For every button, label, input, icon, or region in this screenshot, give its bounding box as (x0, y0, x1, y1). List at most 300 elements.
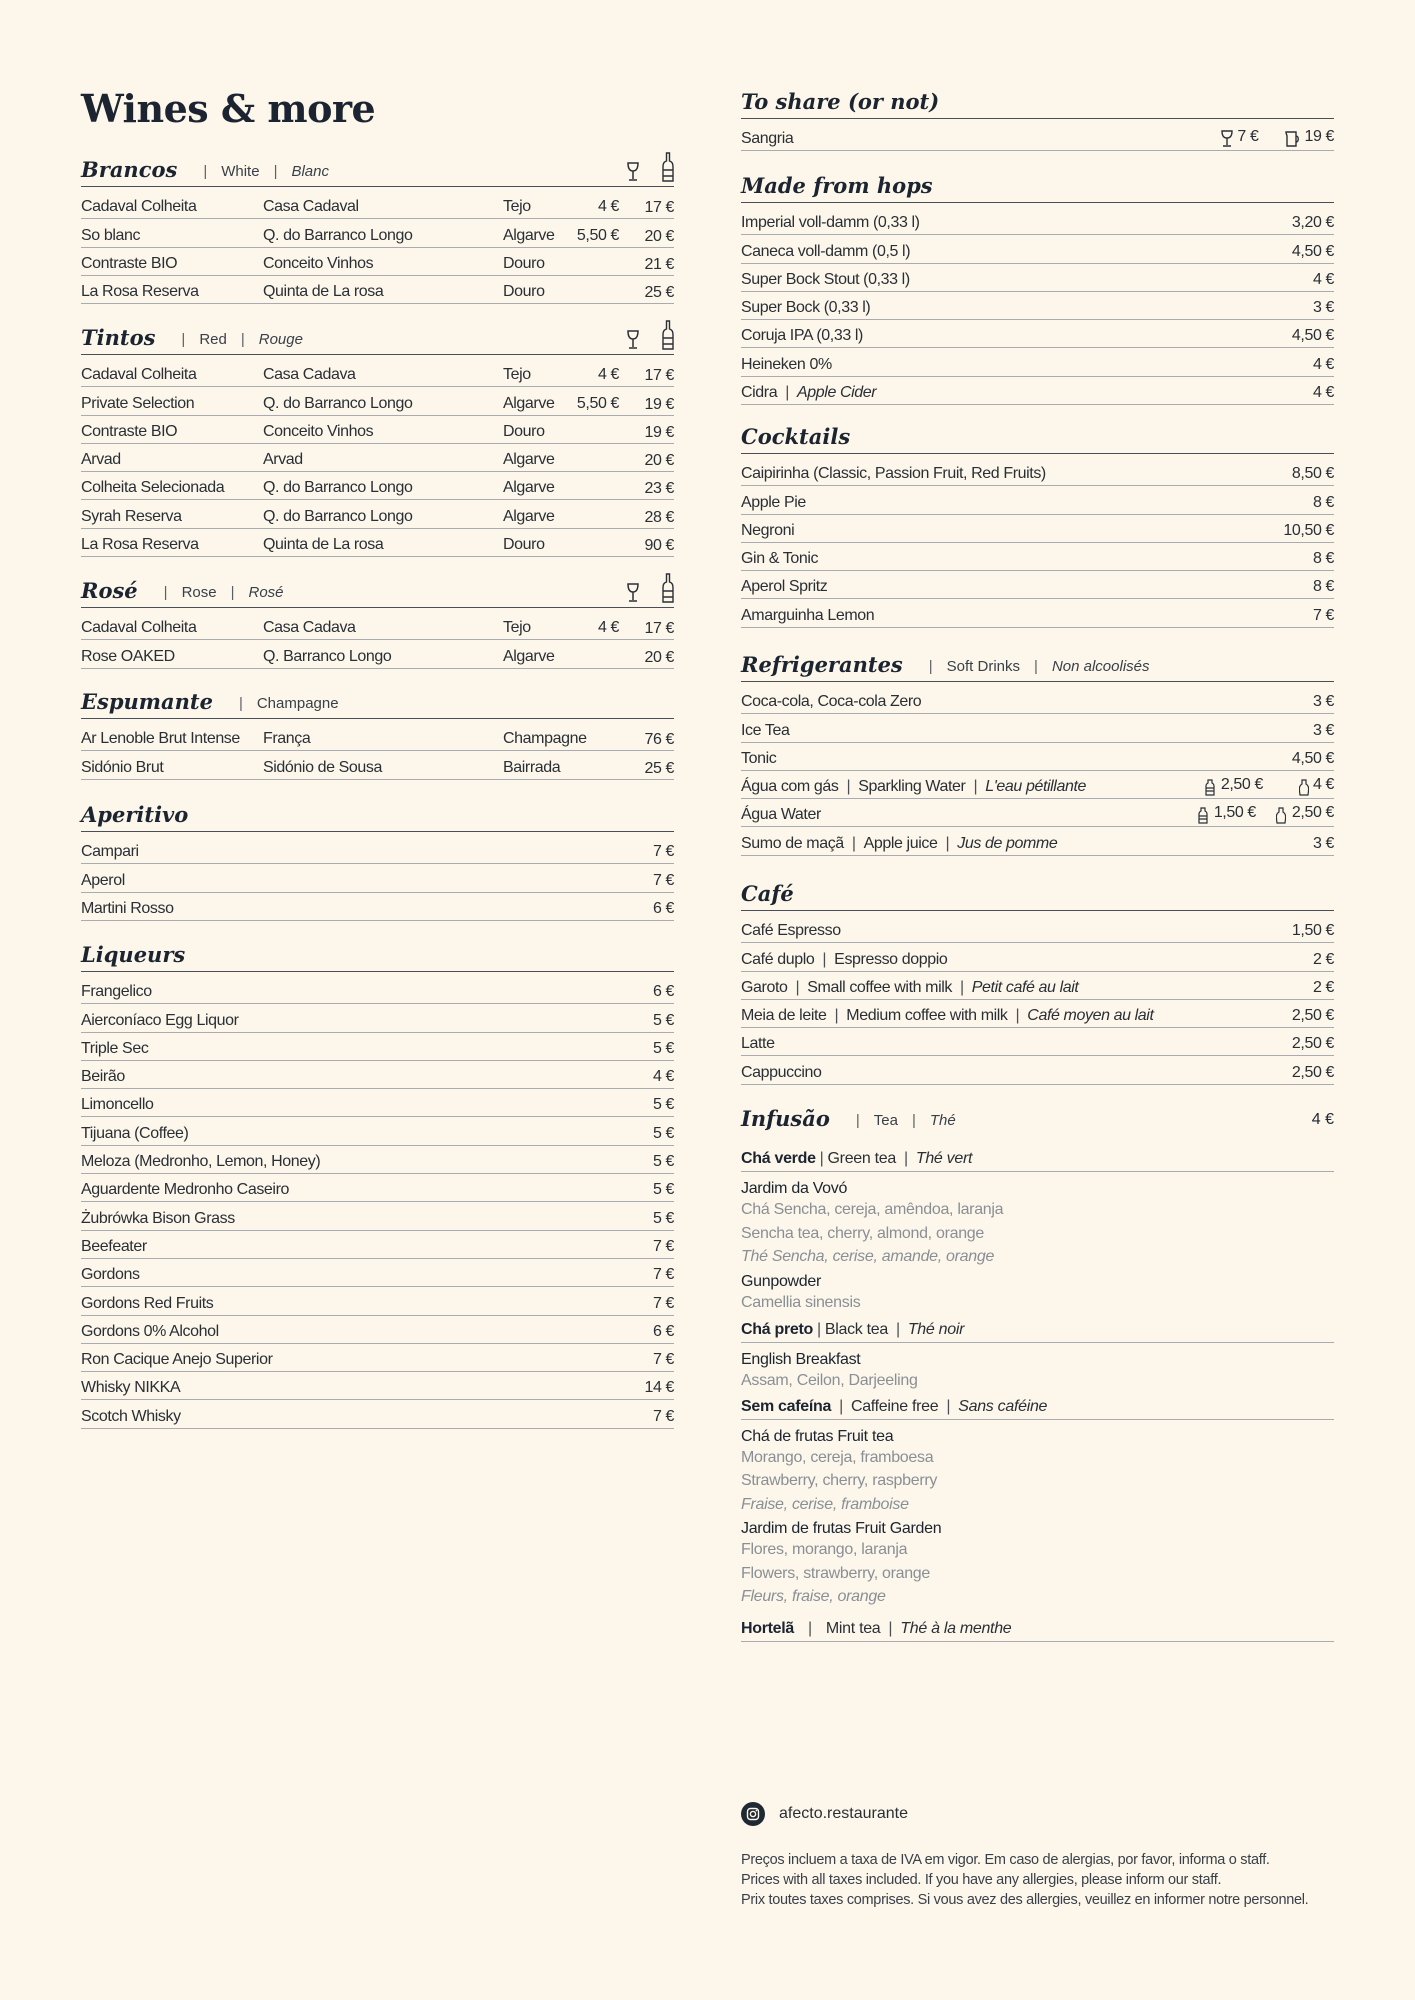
item-price: 3 € (1312, 299, 1334, 317)
tea-category-en: Green tea (827, 1150, 896, 1167)
list-item (741, 348, 1334, 376)
tea-name: Jardim da Vovó (741, 1180, 848, 1197)
page-title: Wines & more (81, 86, 376, 131)
section-title: Cocktails (741, 424, 851, 449)
section-sub-en: Tea (873, 1112, 898, 1129)
table-row (81, 472, 674, 500)
legal-pt: Preços incluem a taxa de IVA em vigor. Em caso de alergias, por favor, informa o staff. (741, 1852, 1270, 1868)
section-title: Refrigerantes (741, 652, 903, 677)
item-name: Ron Cacique Anejo Superior (81, 1351, 273, 1369)
item-name: Frangelico (81, 983, 152, 1001)
list-item (741, 571, 1334, 599)
item-price: 8,50 € (1291, 465, 1334, 483)
list-item (741, 320, 1334, 348)
wine-glass-icon (626, 330, 640, 350)
bottle-price: 21 € (644, 255, 674, 273)
item-price: 19 € (1304, 128, 1334, 146)
item-name: Aierconíaco Egg Liquor (81, 1011, 239, 1029)
wine-producer: Q. do Barranco Longo (263, 394, 413, 412)
item-name-group (741, 951, 1313, 971)
large-bottle-price (1276, 804, 1334, 826)
section-hops (741, 170, 1334, 405)
list-item (81, 1117, 674, 1145)
list-item (81, 1231, 674, 1259)
tea-category: Sem cafeína | Caffeine free | Sans caféine (741, 1393, 1334, 1420)
item-price: 7 € (652, 1294, 674, 1312)
tea-name: Chá de frutas (741, 1427, 834, 1445)
list-item (741, 1028, 1334, 1056)
item-price: 5 € (652, 1039, 674, 1057)
price-list (741, 207, 1334, 377)
item-name-en: Medium coffee with milk (846, 1007, 1008, 1025)
bottle-price: 25 € (644, 759, 674, 777)
item-name: Caipirinha (Classic, Passion Fruit, Red Fruits) (741, 465, 1046, 483)
glass-price (571, 526, 619, 528)
item-name: Café Espresso (741, 922, 841, 940)
section-cocktails (741, 421, 1334, 628)
wine-producer: Quinta de La rosa (263, 283, 384, 301)
glass-price (571, 469, 619, 471)
section-tintos: Tintos | Red | Rouge Cadaval Colheita Casa Cadava Tejo 4 € 17 € Private Selection Q. do Barranco Longo Algarve 5,50 € 19 € Contraste BIO Conceito Vinhos Douro 19 € Arvad Arvad Algarve 20 € Colheita Selecionada Q. do Barranco Longo Algarve 23 € Syrah Reserva Q. do Barranco Longo Algarve 28 € La Rosa Reserva Quinta de La rosa Douro 90 € (81, 322, 674, 557)
wine-list (81, 723, 674, 780)
item-name: Água (741, 806, 777, 824)
water-bottle-icon (1198, 807, 1208, 824)
wine-name: La Rosa Reserva (81, 536, 199, 554)
wine-region: Douro (503, 536, 545, 554)
list-item (741, 943, 1334, 971)
wine-glass-icon (626, 583, 640, 603)
item-price: 7 € (652, 871, 674, 889)
tea-category-en: Mint tea (825, 1619, 881, 1637)
list-item: Água com gás | Sparkling Water | L'eau pétillante 2,50 € 4 € (741, 771, 1334, 799)
wine-region: Tejo (503, 619, 531, 637)
bottle-price: 25 € (644, 284, 674, 302)
section-title: Tintos (81, 325, 156, 350)
separator: | (795, 978, 800, 996)
tea-desc: Flowers, strawberry, orange (741, 1564, 931, 1582)
item-price: 7 € (652, 1237, 674, 1255)
item-name: Água com gás (741, 778, 839, 796)
bottle-price: 23 € (644, 480, 674, 498)
tea-category-pt: Chá preto (741, 1321, 813, 1338)
section-liqueurs (81, 939, 674, 1429)
section-title: To share (or not) (741, 89, 940, 114)
bottle-price: 90 € (644, 537, 674, 555)
item-price: 2,50 € (1291, 1035, 1334, 1053)
tea-category-pt: Sem cafeína (741, 1397, 832, 1415)
wine-region: Tejo (503, 366, 531, 384)
wine-producer: Q. Barranco Longo (263, 647, 392, 665)
table-row (81, 359, 674, 387)
section-share (741, 86, 1334, 151)
wine-name: Ar Lenoble Brut Intense (81, 730, 240, 748)
section-infusao: Infusão | Tea | Thé 4 € Chá verde | Green tea | Thé vert Jardim da Vovó Chá Sencha, cereja, amêndoa, laranja Sencha tea, cherry, almond, orange Thé Sencha, cerise, amande, orange Gunpowder Camellia sinensis Chá preto | Black tea | Thé noir English Breakfast Assam, Ceilon, Darjeeling Sem cafeína | Caffeine free | Sans caféine Chá de frutas Fruit tea Morango, cereja, framboesa Strawberry, cherry, raspberry Fraise, cerise, framboise Jardim de frutas Fruit Garden Flores, morango, laranja Flowers, strawberry, orange Fleurs, fraise, orange Hortelã | Mint tea | Thé à la menthe (741, 1103, 1334, 1642)
tea-category: Chá verde | Green tea | Thé vert (741, 1145, 1334, 1172)
list-item (741, 292, 1334, 320)
section-sub-fr: Thé (929, 1112, 956, 1129)
item-name: Triple Sec (81, 1039, 149, 1057)
list-item (741, 599, 1334, 627)
wine-name: Syrah Reserva (81, 507, 182, 525)
list-item (81, 1061, 674, 1089)
bottle-price: 17 € (644, 367, 674, 385)
item-name: Gordons Red Fruits (81, 1294, 214, 1312)
item-name: Meloza (Medronho, Lemon, Honey) (81, 1153, 321, 1171)
wine-name: Cadaval Colheita (81, 366, 197, 384)
bottle-price: 76 € (644, 731, 674, 749)
tea-category-pt: Chá verde (741, 1150, 816, 1167)
item-price: 3,20 € (1291, 214, 1334, 232)
list-item (81, 1259, 674, 1287)
section-sub-en: Rose (181, 584, 217, 601)
list-item (81, 1174, 674, 1202)
item-name: Imperial voll-damm (0,33 l) (741, 214, 920, 232)
item-price: 6 € (652, 899, 674, 917)
legal-notice (741, 1850, 1361, 1910)
glass-price (571, 666, 619, 668)
item-price: 4 € (1311, 1111, 1334, 1128)
item-name-group (741, 1007, 1292, 1027)
item-name: Amarguinha Lemon (741, 606, 875, 624)
tea-desc: Flores, morango, laranja (741, 1541, 908, 1558)
separator: | (834, 1007, 839, 1025)
bottle-price: 19 € (644, 423, 674, 441)
list-item (81, 1033, 674, 1061)
item-name-group (741, 922, 1292, 942)
item-name: Limoncello (81, 1096, 154, 1114)
wine-region: Algarve (503, 507, 555, 525)
tea-category-fr: Thé noir (907, 1321, 965, 1338)
item-price: 5 € (652, 1011, 674, 1029)
list-item (81, 1004, 674, 1032)
section-cafe (741, 878, 1334, 1085)
item-name: Super Bock Stout (0,33 l) (741, 270, 910, 288)
glass-price: 5,50 € (576, 394, 619, 412)
jug-icon (1284, 130, 1300, 148)
tea-category-fr: Thé vert (915, 1150, 973, 1167)
section-brancos: Brancos | White | Blanc Cadaval Colheita Casa Cadaval Tejo 4 € 17 € So blanc Q. do Barranco Longo Algarve 5,50 € 20 € Contraste BIO Conceito Vinhos Douro 21 € La Rosa Reserva Quinta de La rosa Douro 25 € (81, 154, 674, 304)
sangria-glass-price (1221, 128, 1258, 150)
section-rose: Rosé | Rose | Rosé Cadaval Colheita Casa Cadava Tejo 4 € 17 € Rose OAKED Q. Barranco Longo Algarve 20 € (81, 575, 674, 669)
instagram-icon (741, 1802, 765, 1826)
list-item (81, 893, 674, 921)
list-item (741, 543, 1334, 571)
item-price: 4,50 € (1291, 327, 1334, 345)
list-item (81, 1202, 674, 1230)
item-name: Coca-cola, Coca-cola Zero (741, 693, 922, 711)
item-price: 5 € (652, 1096, 674, 1114)
wine-producer: Arvad (263, 451, 303, 469)
list-item (81, 976, 674, 1004)
list-item (741, 743, 1334, 771)
list-item (741, 1000, 1334, 1028)
section-title: Café (741, 881, 794, 906)
table-row (81, 387, 674, 415)
item-name-en: Small coffee with milk (807, 978, 953, 996)
item-price: 3 € (1312, 721, 1334, 739)
list-item (81, 1344, 674, 1372)
carafe-icon (1299, 779, 1309, 796)
tea-category-fr: Sans caféine (958, 1397, 1048, 1415)
list-item (81, 1316, 674, 1344)
item-name: Café duplo (741, 950, 815, 968)
tea-name: English Breakfast (741, 1351, 861, 1368)
separator: | (960, 978, 964, 996)
glass-price (571, 273, 619, 275)
wine-glass-icon (1221, 130, 1233, 148)
item-name: Żubrówka Bison Grass (81, 1209, 235, 1227)
wine-glass-icon (626, 162, 640, 182)
section-espumante: Espumante | Champagne Ar Lenoble Brut Intense França Champagne 76 € Sidónio Brut Sidónio de Sousa Bairrada 25 € (81, 686, 674, 780)
item-name-en: Water (780, 806, 821, 824)
section-title: Aperitivo (81, 802, 189, 827)
water-bottle-icon (1205, 779, 1215, 796)
legal-fr: Prix toutes taxes comprises. Si vous avez des allergies, veuillez en informer notre personnel. (741, 1892, 1309, 1908)
wine-name: Cadaval Colheita (81, 198, 197, 216)
wine-list (81, 612, 674, 669)
item-price: 2,50 € (1291, 1007, 1334, 1025)
bottle-price: 20 € (644, 227, 674, 245)
wine-region: Bairrada (503, 758, 561, 776)
wine-producer: Conceito Vinhos (263, 254, 374, 272)
item-name: Sangria (741, 130, 794, 148)
instagram-link[interactable] (741, 1802, 1361, 1826)
wine-producer: Q. do Barranco Longo (263, 507, 413, 525)
wine-producer: Q. do Barranco Longo (263, 226, 413, 244)
item-name-group (741, 1064, 1292, 1084)
table-row (81, 529, 674, 557)
table-row (81, 191, 674, 219)
tea-name: Jardim de frutas (741, 1520, 851, 1537)
wine-region: Algarve (503, 226, 555, 244)
item-name: Coruja IPA (0,33 l) (741, 327, 863, 345)
item-price: 4,50 € (1291, 242, 1334, 260)
tea-desc: Sencha tea, cherry, almond, orange (741, 1224, 984, 1242)
item-name-fr: Café moyen au lait (1027, 1007, 1154, 1025)
item-name: Meia de leite (741, 1007, 827, 1025)
list-item (741, 486, 1334, 514)
tea-desc: Assam, Ceilon, Darjeeling (741, 1372, 918, 1389)
tea-category-en: Black tea (824, 1321, 888, 1338)
glass-price (571, 497, 619, 499)
list-item: Sumo de maçã | Apple juice | Jus de pomme 3 € (741, 827, 1334, 855)
item-name: Aguardente Medronho Caseiro (81, 1181, 290, 1199)
item-name-fr: Jus de pomme (957, 834, 1058, 852)
list-item (81, 1146, 674, 1174)
item-price: 6 € (652, 983, 674, 1001)
item-price: 2,50 € (1291, 1063, 1334, 1081)
list-item (81, 1287, 674, 1315)
item-price: 8 € (1312, 550, 1334, 568)
item-name-en: Apple juice (863, 834, 938, 852)
item-name: Cappuccino (741, 1063, 822, 1081)
wine-bottle-icon (662, 573, 674, 603)
item-name: Ice Tea (741, 721, 790, 739)
wine-name: So blanc (81, 226, 141, 244)
section-title: Liqueurs (81, 942, 186, 967)
tea-name-en: Fruit Garden (855, 1520, 942, 1537)
list-item (741, 799, 1334, 827)
item-price: 5 € (652, 1153, 674, 1171)
tea-category: Chá preto | Black tea | Thé noir (741, 1316, 1334, 1343)
item-name: Beirão (81, 1068, 125, 1086)
item-price: 5 € (652, 1181, 674, 1199)
item-price: 7 € (652, 1407, 674, 1425)
list-item (81, 1372, 674, 1400)
small-bottle-price (1198, 804, 1256, 826)
price-list (741, 686, 1334, 771)
wine-region: Algarve (503, 451, 555, 469)
item-price: 7 € (652, 1351, 674, 1369)
table-row (81, 500, 674, 528)
tea-desc: Fleurs, fraise, orange (741, 1588, 886, 1605)
item-price: 14 € (644, 1379, 674, 1397)
bottle-price: 19 € (644, 395, 674, 413)
section-sub-en: Soft Drinks (946, 658, 1021, 675)
wine-producer: Casa Cadava (263, 366, 356, 384)
glass-price: 4 € (597, 619, 619, 637)
wine-producer: Casa Cadava (263, 619, 356, 637)
item-name: Garoto (741, 978, 788, 996)
glass-price (571, 554, 619, 556)
list-item (741, 915, 1334, 943)
glass-price: 5,50 € (576, 226, 619, 244)
wine-producer: Q. do Barranco Longo (263, 479, 413, 497)
wine-bottle-icon (662, 152, 674, 182)
table-row (81, 640, 674, 668)
wine-name: Contraste BIO (81, 254, 178, 272)
item-price: 8 € (1312, 578, 1334, 596)
separator: | (1015, 1007, 1020, 1025)
section-soft-drinks: Refrigerantes | Soft Drinks | Non alcoolisés Coca-cola, Coca-cola Zero 3 € Ice Tea 3 € Tonic 4,50 € Água com gás | Sparkling Water | L'eau pétillante 2,50 € 4 € Água Water 1,50 € 2,50 € Sumo de maçã | Apple juice | Jus de pomme 3 € (741, 649, 1334, 856)
price-list (741, 915, 1334, 1085)
legal-en: Prices with all taxes included. If you have any allergies, please inform our staff. (741, 1872, 1222, 1888)
table-row (81, 248, 674, 276)
tea-desc: Camellia sinensis (741, 1293, 861, 1311)
item-name: Aperol Spritz (741, 578, 828, 596)
wine-producer: Casa Cadaval (263, 198, 359, 216)
list-item (741, 264, 1334, 292)
list-item (741, 123, 1334, 151)
item-price: 6 € (652, 1322, 674, 1340)
item-name: Negroni (741, 521, 795, 539)
small-bottle-price (1205, 776, 1263, 798)
bottle-price: 17 € (644, 199, 674, 217)
item-name: Gordons (81, 1266, 140, 1284)
list-item (81, 1400, 674, 1428)
item-price: 4 € (1312, 776, 1334, 794)
item-name: Scotch Whisky (81, 1407, 181, 1425)
wine-name: Private Selection (81, 394, 195, 412)
item-price: 2,50 € (1220, 776, 1263, 794)
wine-region: Algarve (503, 394, 555, 412)
item-name: Latte (741, 1035, 775, 1053)
wine-region: Algarve (503, 479, 555, 497)
table-row (81, 723, 674, 751)
item-price: 4 € (652, 1068, 674, 1086)
section-sub-fr: Blanc (291, 163, 329, 180)
item-price: 4 € (1312, 270, 1334, 288)
bottle-price: 20 € (644, 648, 674, 666)
wine-region: Tejo (503, 198, 531, 216)
tea-desc: Thé Sencha, cerise, amande, orange (741, 1248, 995, 1265)
item-price: 4,50 € (1291, 749, 1334, 767)
section-sub-en: Red (199, 331, 227, 348)
item-price: 10,50 € (1283, 521, 1334, 539)
wine-name: Rose OAKED (81, 647, 175, 665)
list-item (81, 836, 674, 864)
item-name: Gordons 0% Alcohol (81, 1322, 219, 1340)
wine-region: Champagne (503, 730, 587, 748)
tea-category: Hortelã | Mint tea | Thé à la menthe (741, 1615, 1334, 1642)
wine-producer: França (263, 730, 311, 748)
wine-name: Cadaval Colheita (81, 619, 197, 637)
item-name: Tonic (741, 749, 777, 767)
table-row (81, 416, 674, 444)
item-name: Heineken 0% (741, 355, 832, 373)
section-title: Brancos (81, 157, 178, 182)
item-name: Cidra (741, 384, 778, 402)
item-name: Gin & Tonic (741, 550, 819, 568)
item-name: Aperol (81, 871, 125, 889)
item-name: Martini Rosso (81, 899, 174, 917)
table-row (81, 219, 674, 247)
item-name-fr: Petit café au lait (971, 978, 1079, 996)
section-title: Infusão (741, 1106, 830, 1131)
item-price: 4 € (1312, 355, 1334, 373)
item-price: 7 € (1237, 128, 1259, 146)
list-item (81, 864, 674, 892)
item-price: 2 € (1312, 950, 1334, 968)
price-list (81, 836, 674, 921)
item-name-en: Sparkling Water (858, 778, 966, 796)
list-item (741, 207, 1334, 235)
item-name-group (741, 979, 1313, 999)
tea-desc: Chá Sencha, cereja, amêndoa, laranja (741, 1201, 1004, 1218)
item-alt: Apple Cider (797, 384, 877, 402)
item-price: 1,50 € (1213, 804, 1256, 822)
item-name: Super Bock (0,33 l) (741, 299, 871, 317)
glass-price: 4 € (597, 366, 619, 384)
wine-region: Douro (503, 422, 545, 440)
list-item (741, 515, 1334, 543)
item-price: 5 € (652, 1124, 674, 1142)
tea-desc: Fraise, cerise, framboise (741, 1495, 909, 1513)
item-name: Sumo de maçã (741, 834, 844, 852)
item-price: 2 € (1312, 978, 1334, 996)
wine-name: Arvad (81, 451, 121, 469)
table-row (81, 444, 674, 472)
tea-name: Gunpowder (741, 1272, 822, 1290)
table-row (81, 612, 674, 640)
item-price: 8 € (1312, 493, 1334, 511)
glass-price (571, 441, 619, 443)
sangria-jug-price (1284, 128, 1334, 150)
list-item (741, 686, 1334, 714)
tea-desc: Strawberry, cherry, raspberry (741, 1472, 938, 1489)
item-name-en: Espresso doppio (834, 950, 948, 968)
price-list (81, 976, 674, 1429)
list-item (741, 235, 1334, 263)
list-item (741, 714, 1334, 742)
bottle-price: 20 € (644, 452, 674, 470)
item-name: Caneca voll-damm (0,5 l) (741, 242, 911, 260)
separator: | (822, 950, 827, 968)
tea-category-pt: Hortelã (741, 1619, 795, 1637)
section-title: Rosé (81, 578, 138, 603)
wine-producer: Quinta de La rosa (263, 536, 384, 554)
item-name-fr: L'eau pétillante (985, 778, 1086, 796)
